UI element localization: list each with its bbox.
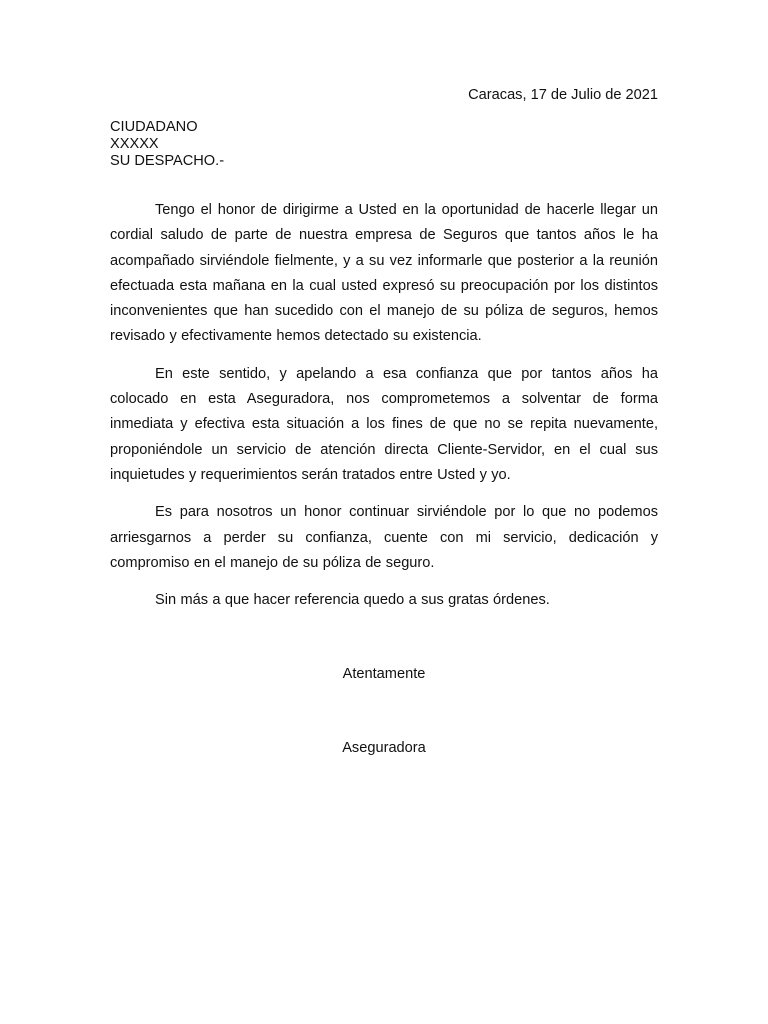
paragraph-service: Es para nosotros un honor continuar sirviéndole por lo que no podemos arriesgarnos a perder su confianza, cuente con mi servicio, dedicación y compromiso en el manejo de su póliza de seguro. — [110, 504, 658, 571]
closing-text: Atentamente — [342, 666, 426, 682]
paragraph-farewell: Sin más a que hacer referencia quedo a sus gratas órdenes. — [155, 592, 550, 609]
signature-text: Aseguradora — [342, 740, 426, 756]
recipient-name: XXXXX — [110, 136, 159, 152]
date-line: Caracas, 17 de Julio de 2021 — [468, 87, 658, 103]
paragraph-greeting: Tengo el honor de dirigirme a Usted en la oportunidad de hacerle llegar un cordial saludo de parte de nuestra empresa de Seguros que tantos años le ha acompañado sirviéndole fielmente, y a su vez informarle que posterior a la reunión efectuada esta mañana en la cual usted expresó su preocupación por los distintos inconvenientes que han sucedido con el manejo de su póliza de seguros, hemos revisado y efectivamente hemos detectado su existencia. — [110, 202, 658, 345]
paragraph-commitment: En este sentido, y apelando a esa confianza que por tantos años ha colocado en esta Aseguradora, nos comprometemos a solventar de forma inmediata y efectiva esta situación a los fines de que no se repita nuevamente, proponiéndole un servicio de atención directa Cliente-Servidor, en el cual sus inquietudes y requerimientos serán tratados entre Usted y yo. — [110, 365, 658, 483]
letter-body — [110, 198, 658, 625]
recipient-block — [110, 119, 224, 170]
recipient-title: CIUDADANO — [110, 119, 198, 135]
recipient-office: SU DESPACHO.- — [110, 153, 225, 169]
